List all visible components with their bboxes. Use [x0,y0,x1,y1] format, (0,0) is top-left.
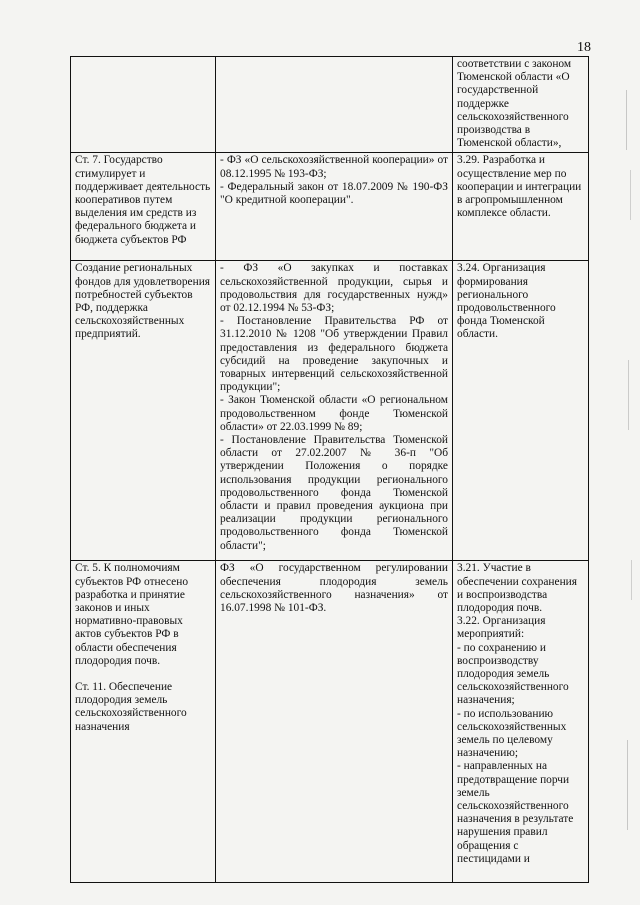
legal-act-item: - ФЗ «О сельскохозяйственной кооперации» от 08.12.1995 № 193-ФЗ; [220,154,448,180]
table-row [71,561,589,883]
powers-cell [71,561,216,883]
function-text: - направленных на предотвращение порчи земель сельскохозяйственного назначения в результате нарушения правил обращения с пестицидами и [457,760,574,865]
scan-artifact [630,170,631,220]
legal-act-item: ФЗ «О государственном регулировании обеспечения плодородия земель сельскохозяйственного назначения» от 16.07.1998 № 101-ФЗ. [220,562,448,615]
table-row [71,261,589,561]
legal-basis-cell [216,57,453,153]
powers-cell [71,153,216,261]
paragraph-gap [75,668,211,681]
functions-table [70,56,589,883]
function-text: 3.21. Участие в обеспечении сохранения и воспроизводства плодородия почв. [457,562,578,615]
table-row [71,57,589,153]
legal-act-item: - ФЗ «О закупках и поставках сельскохозяйственной продукции, сырья и продовольствия для государственных нужд» от 02.12.1994 № 53-ФЗ; [220,262,448,315]
function-text: соответствии с законом Тюменской области «О государственной поддержке сельскохозяйственного производства в Тюменской области», [457,58,572,150]
powers-cell [71,57,216,153]
powers-text: Ст. 11. Обеспечение плодородия земель сельскохозяйственного назначения [75,681,187,733]
functions-cell [453,561,589,883]
scan-artifact [627,740,628,830]
table-row [71,153,589,261]
legal-basis-cell [216,261,453,561]
functions-cell [453,57,589,153]
powers-text: Ст. 5. К полномочиям субъектов РФ отнесено разработка и принятие законов и иных нормативно-правовых актов субъектов РФ в области обеспечения плодородия почв. [75,562,189,667]
scan-artifact [628,360,629,430]
powers-text: Ст. 7. Государство стимулирует и поддерживает деятельность кооперативов путем выделения им средств из федерального бюджета и бюджета субъектов РФ [75,154,211,246]
powers-cell [71,261,216,561]
function-text: - по сохранению и воспроизводству плодородия земель сельскохозяйственного назначения; [457,641,569,707]
function-text: 3.29. Разработка и осуществление мер по кооперации и интеграции в агропромышленном комплексе области. [457,154,582,220]
legal-act-item: - Федеральный закон от 18.07.2009 № 190-ФЗ "О кредитной кооперации". [220,180,448,207]
legal-act-item: - Постановление Правительства Тюменской области от 27.02.2007 № 36-п "Об утверждении Положения о порядке использования продукции регионального продовольственного фонда Тюменской области и правил проведения аукциона при реализации продукции регионального продовольственного фонда Тюменской области"; [220,434,448,552]
function-text: 3.24. Организация формирования регионального продовольственного фонда Тюменской области. [457,262,556,341]
functions-cell [453,153,589,261]
scan-artifact [626,90,627,150]
function-text: - по использованию сельскохозяйственных земель по целевому назначению; [457,707,567,760]
legal-basis-cell [216,561,453,883]
functions-cell [453,261,589,561]
legal-basis-cell [216,153,453,261]
powers-text: Создание региональных фондов для удовлетворения потребностей субъектов РФ, поддержка сельскохозяйственных предприятий. [75,262,211,341]
legal-act-item: - Закон Тюменской области «О региональном продовольственном фонде Тюменской области» от 22.03.1999 № 89; [220,394,448,433]
page-number: 18 [577,40,591,55]
scan-artifact [631,560,632,600]
function-text: 3.22. Организация мероприятий: [457,615,546,641]
legal-act-item: - Постановление Правительства РФ от 31.12.2010 № 1208 "Об утверждении Правил предоставления из федерального бюджета субсидий на проведение закупочных и товарных интервенций сельскохозяйственной продукции"; [220,315,448,394]
